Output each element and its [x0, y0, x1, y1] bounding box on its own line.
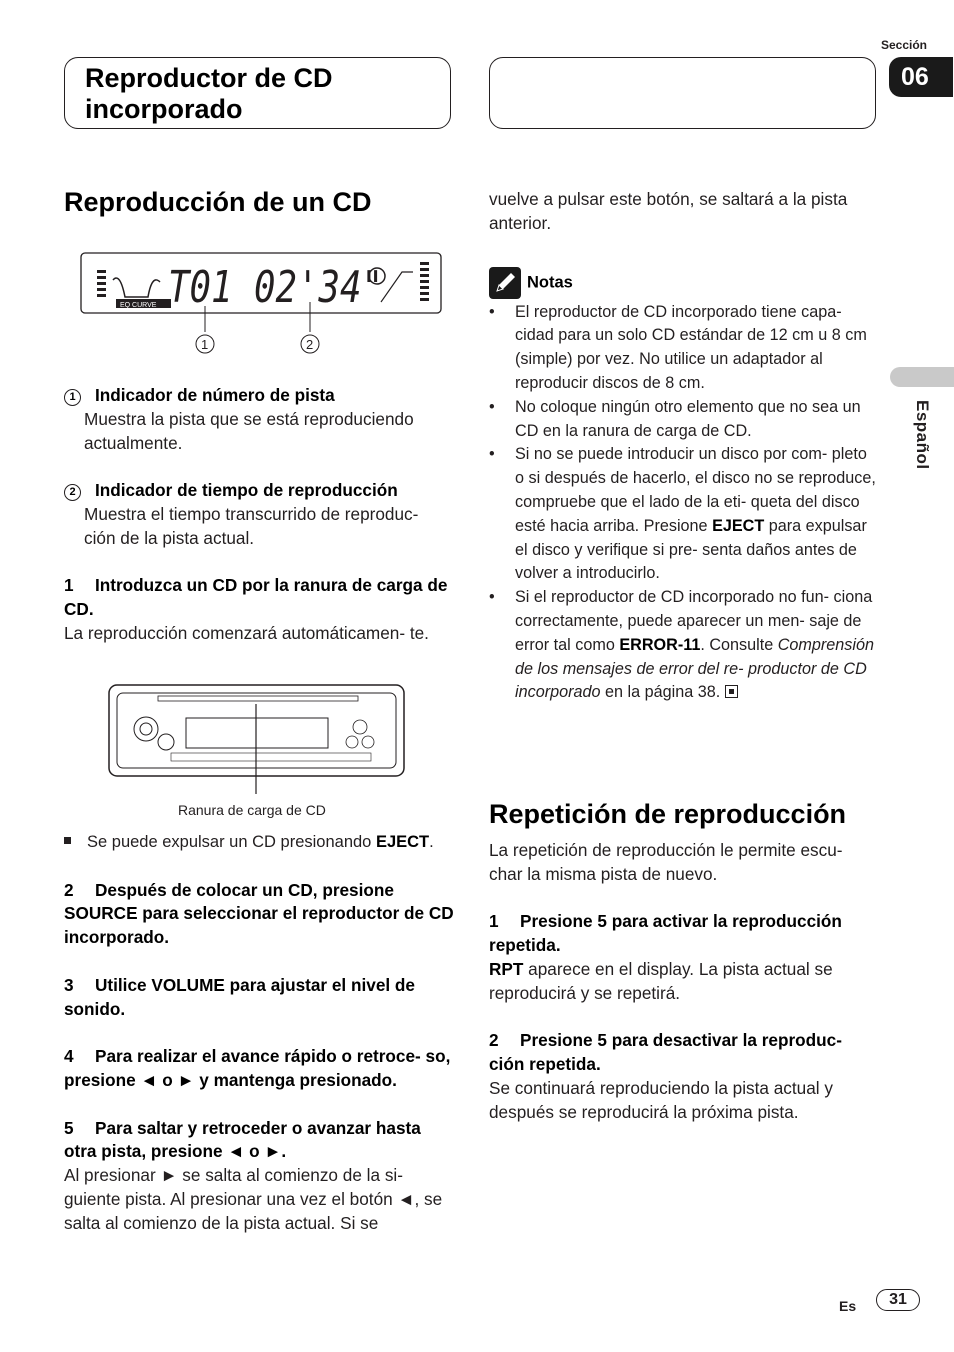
step3-title: Utilice VOLUME para ajustar el nivel de sonido.: [64, 974, 415, 1019]
eject-note-bold: EJECT: [375, 833, 430, 851]
note-4-text-b: . Consulte: [700, 635, 778, 654]
note-4-text-c: en la página 38.: [600, 683, 721, 702]
eject-note: [64, 831, 454, 855]
item1-title-row: [64, 384, 454, 408]
step1-number: 1: [64, 575, 74, 596]
notes-pencil-icon: [489, 267, 521, 299]
repeat-step1-title: Presione 5 para activar la reproducción repetida.: [489, 911, 842, 956]
repeat-step1-body: [489, 958, 879, 1006]
footer-language: Es: [839, 1298, 857, 1314]
callout-1: 1: [201, 337, 209, 352]
rpt-indicator-text: RPT: [489, 958, 524, 979]
slot-caption: Ranura de carga de CD: [178, 802, 326, 818]
callout-2: 2: [306, 337, 314, 352]
language-tab: [890, 367, 954, 387]
step4-title: Para realizar el avance rápido o retroce- so, presione ◄ o ► y mantenga presionado.: [64, 1046, 451, 1090]
repeat-step2: [489, 1029, 879, 1077]
continuation-text: vuelve a pulsar este botón, se saltará a la pista anterior.: [489, 189, 848, 233]
note-3-text-b: para expulsar el disco y verifique si pre- senta daños antes de volver a introducirlo.: [515, 516, 867, 583]
header-title-line2: incorporado: [85, 94, 243, 124]
section-label: Sección: [880, 38, 927, 52]
header-empty-box: [489, 57, 876, 129]
end-mark-icon: [725, 685, 738, 698]
step5-number: 5: [64, 1117, 74, 1138]
cd-unit-illustration: [108, 684, 406, 796]
note-4-bold: ERROR-11: [619, 635, 701, 654]
note-4-text-a: Si el reproductor de CD incorporado no fun- ciona correctamente, puede aparecer un men- saje de error tal como: [515, 588, 873, 654]
note-1: • El reproductor de CD incorporado tiene capa- cidad para un solo CD estándar de 12 cm u 8 cm (simple) por vez. No utilice un adaptador al reproducir discos de 8 cm.: [489, 301, 879, 396]
right-column-top: [489, 188, 879, 705]
eject-note-post: .: [429, 833, 434, 851]
section-number: 06: [889, 57, 953, 97]
left-column-bottom: [64, 831, 454, 1236]
display-eq-label: EQ CURVE: [120, 302, 157, 309]
item1-title: Indicador de número de pista: [95, 385, 335, 405]
step5: [64, 1117, 454, 1165]
step5-body: Al presionar ► se salta al comienzo de la si- guiente pista. Al presionar una vez el botón ◄, se salta al comienzo de la pista actual. Si se: [64, 1165, 443, 1233]
step2-number: 2: [64, 879, 74, 900]
step2: [64, 879, 454, 950]
square-bullet-icon: [64, 837, 71, 844]
item2-title: Indicador de tiempo de reproducción: [95, 480, 398, 501]
section-heading-cd: Reproducción de un CD: [64, 187, 372, 217]
note-3-bold: EJECT: [712, 516, 765, 535]
cd-display-illustration: [80, 252, 443, 362]
repeat-intro: La repetición de reproducción le permite escu- char la misma pista de nuevo.: [489, 840, 843, 884]
notes-header: [489, 267, 879, 299]
item2-title-row: [64, 479, 454, 503]
step4: [64, 1045, 454, 1093]
left-column-top: [64, 384, 454, 646]
repeat-step1: [489, 910, 879, 958]
repeat-step2-title: Presione 5 para desactivar la reproduc- ción repetida.: [489, 1030, 842, 1075]
step2-title: Después de colocar un CD, presione SOURCE para seleccionar el reproductor de CD incorporado.: [64, 879, 454, 948]
header-title-box: [64, 57, 451, 129]
repeat-step2-number: 2: [489, 1030, 499, 1051]
repeat-step1-text: aparece en el display. La pista actual se reproducirá y se repetirá.: [489, 958, 833, 1003]
step4-number: 4: [64, 1046, 74, 1067]
note-4: [489, 586, 879, 705]
eject-note-text: Se puede expulsar un CD presionando: [87, 833, 376, 851]
item1-body: Muestra la pista que se está reproduciendo actualmente.: [84, 408, 414, 453]
repeat-step2-body: Se continuará reproduciendo la pista actual y después se reproducirá la próxima pista.: [489, 1077, 833, 1122]
right-column-bottom: [489, 839, 879, 1125]
note-3: [489, 443, 879, 586]
notes-title: Notas: [527, 272, 573, 291]
section-heading-repeat: Repetición de reproducción: [489, 799, 847, 829]
step5-title: Para saltar y retroceder o avanzar hasta otra pista, presione ◄ o ►.: [64, 1117, 421, 1162]
header-title: [85, 63, 445, 125]
repeat-step1-number: 1: [489, 911, 499, 932]
step3-number: 3: [64, 974, 74, 995]
item1-number: 1: [64, 389, 81, 406]
display-track-time: T01 02'34": [168, 262, 383, 313]
step1-title: Introduzca un CD por la ranura de carga de CD.: [64, 575, 448, 620]
page-number: 31: [876, 1289, 920, 1311]
item2-number: 2: [64, 484, 81, 501]
language-label: Español: [913, 400, 932, 470]
step3: [64, 974, 454, 1022]
note-4-italic-link: Comprensión de los mensajes de error del re- productor de CD incorporado: [515, 635, 874, 702]
step1-title-row: [64, 574, 454, 622]
item2-body: Muestra el tiempo transcurrido de reproduc- ción de la pista actual.: [84, 503, 419, 548]
note-2: • No coloque ningún otro elemento que no sea un CD en la ranura de carga de CD.: [489, 396, 879, 444]
header-title-line1: Reproductor de CD: [85, 63, 333, 93]
step1-body: La reproducción comenzará automáticamen- te.: [64, 622, 429, 643]
note-3-text-a: Si no se puede introducir un disco por com- pleto o si después de hacerlo, el disco no se reproduce, compruebe que el lado de la eti- queta del disco esté hacia arriba. Presione: [515, 445, 876, 535]
